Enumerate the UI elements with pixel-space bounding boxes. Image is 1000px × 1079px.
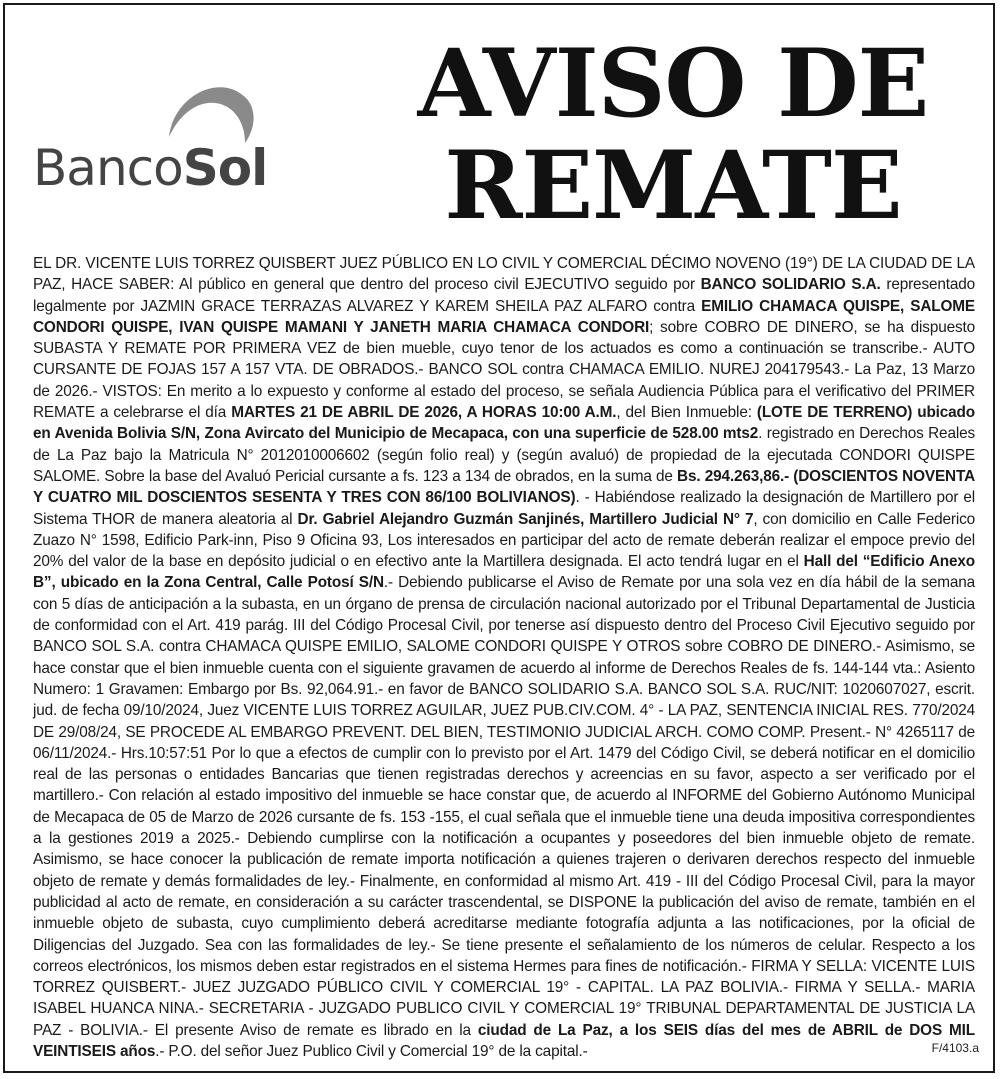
base-price: Bs. 294.263,86.- (DOSCIENTOS NOVENTA Y CUATRO MIL DOSCIENTOS SESENTA Y TRES CON 86/100 BOLIVIANOS)	[33, 467, 975, 507]
notice-frame	[3, 3, 995, 1073]
bancosol-logo	[33, 77, 273, 207]
logo-sol-text: Sol	[182, 139, 268, 197]
issue-date: ciudad de La Paz, a los SEIS días del mes de ABRIL de DOS MIL VEINTISEIS años	[33, 1021, 975, 1060]
body-text: , con domicilio en Calle Federico Zuazo N° 1598, Edificio Park-inn, Piso 9 Oficina 93, Los interesados en participar del acto de remate deberán realizar el empoce previo del 20% del valor de la base en depósito judicial o en efectivo ante la Martillera designada. El acto tendrá lugar en el	[33, 510, 975, 571]
auction-date: MARTES 21 DE ABRIL DE 2026, A HORAS 10:00 A.M.	[231, 404, 617, 422]
body-bold-text: EMILIO CHAMACA QUISPE, SALOME CONDORI QUISPE, IVAN QUISPE MAMANI Y JANETH MARIA CHAMACA CONDORI	[33, 297, 975, 336]
title-line-1: AVISO DE	[417, 29, 929, 139]
title-line-2: REMATE	[444, 131, 902, 241]
logo-banco-text: Banco	[33, 139, 183, 197]
auction-location: Hall del “Edificio Anexo B”, ubicado en la Zona Central, Calle Potosí S/N	[33, 553, 975, 592]
property-description: (LOTE DE TERRENO) ubicado en Avenida Bolivia S/N, Zona Avircato del Municipio de Mecapaca, con una superficie de 528.00 mts2	[33, 404, 976, 443]
body-text: , del Bien Inmueble:	[616, 404, 757, 422]
body-text: representado legalmente por JAZMIN GRACE TERRAZAS ALVAREZ Y KAREM SHEILA PAZ ALFARO contra	[33, 276, 975, 315]
auctioneer-name: Dr. Gabriel Alejandro Guzmán Sanjinés, Martillero Judicial N° 7	[297, 510, 754, 528]
logo-wordmark	[33, 139, 267, 197]
body-text: .- Debiendo publicarse el Aviso de Remate por una sola vez en día hábil de la semana con 5 días de anticipación a la subasta, en un órgano de prensa de circulación nacional autorizado por el Tribunal Departamental de Justicia de conformidad con el Art. 419 parág. III del Código Procesal Civil, por tenerse así dispuesto dentro del Proceso Civil Ejecutivo seguido por BANCO SOL S.A. contra CHAMACA QUISPE EMILIO, SALOME CONDORI QUISPE Y OTROS sobre COBRO DE DINERO.- Asimismo, se hace constar que el bien inmueble cuenta con el siguiente gravamen de acuerdo al informe de Derechos Reales de fs. 144-144 vta.: Asiento Numero: 1 Gravamen: Embargo por Bs. 92,064.91.- en favor de BANCO SOLIDARIO S.A. BANCO SOL S.A. RUC/NIT: 1020607027, escrit. jud. de fecha 09/10/2024, Juez VICENTE LUIS TORREZ AGUILAR, JUEZ PUB.CIV.COM. 4° - LA PAZ, SENTENCIA INICIAL RES. 770/2024 DE 29/08/24, SE PROCEDE AL EMBARGO PREVENT. DEL BIEN, TESTIMONIO JUDICIAL ARCH. COMO COMP. Present.- N° 4265117 de 06/11/2024.- Hrs.10:57:51 Por lo que a efectos de cumplir con lo previsto por el Art. 1479 del Código Civil, se deberá notificar en el domicilio real de las personas o entidades Bancarias que tienen registradas derechos y acreencias en su favor, aspecto a ser verificado por el martillero.- Con relación al estado impositivo del inmueble se hace constar que, de acuerdo al INFORME del Gobierno Autónomo Municipal de Mecapaca de 05 de Marzo de 2026 cursante de fs. 153 -155, el cual señala que el inmueble tiene una deuda impositiva correspondientes a la gestiones 2019 a 2025.- Debiendo cumplirse con la notificación a ocupantes y poseedores del bien inmueble objeto de remate. Asimismo, se hace conocer la publicación de remate importa notificación a quienes trajeren o derivaren derechos respecto del inmueble objeto de remate y demás formalidades de ley.- Finalmente, en conformidad al mismo Art. 419 - III del Código Procesal Civil, para la mayor publicidad al acto de remate, en consideración a su carácter trascendental, se DISPONE la publicación del aviso de remate, también en el inmueble objeto de subasta, cuyo cumplimiento deberá acreditarse mediante fotografía adjunta a las notificaciones, por la oficial de Diligencias del Juzgado. Sea con las formalidades de ley.- Se tiene presente el señalamiento de los números de celular. Respecto a los correos electrónicos, los mismos deben estar registrados en el sistema Hermes para fines de notificación.- FIRMA Y SELLA: VICENTE LUIS TORREZ QUISBERT.- JUEZ JUZGADO PÚBLICO CIVIL Y COMERCIAL 19° - CAPITAL. LA PAZ BOLIVIA.- FIRMA Y SELLA.- MARIA ISABEL HUANCA NINA.- SECRETARIA - JUZGADO PUBLICO CIVIL Y COMERCIAL 19° TRIBUNAL DEPARTAMENTAL DE JUSTICIA LA PAZ - BOLIVIA.- El presente Aviso de remate es librado en la	[33, 574, 975, 1039]
body-text: .- P.O. del señor Juez Publico Civil y Comercial 19° de la capital.-	[155, 1042, 588, 1060]
reference-code: F/4103.a	[931, 1041, 979, 1055]
notice-title	[393, 29, 953, 241]
body-text: . registrado en Derechos Reales de La Paz bajo la Matricula N° 2012010006602 (según folio real) y (según avaluó) de propiedad de la ejecutada CONDORI QUISPE SALOME. Sobre la base del Avaluó Pericial cursante a fs. 123 a 134 de obrados, en la suma de	[33, 425, 975, 485]
body-text: . - Habiéndose realizado la designación de Martillero por el Sistema THOR de manera aleatoria al	[33, 489, 975, 528]
body-bold-text: BANCO SOLIDARIO S.A.	[700, 276, 881, 294]
body-text: EL DR. VICENTE LUIS TORREZ QUISBERT JUEZ PÚBLICO EN LO CIVIL Y COMERCIAL DÉCIMO NOVENO (19°) DE LA CIUDAD DE LA PAZ, HACE SABER: Al público en general que dentro del proceso civil EJECUTIVO seguido por	[33, 255, 975, 294]
body-text: ; sobre COBRO DE DINERO, se ha dispuesto SUBASTA Y REMATE POR PRIMERA VEZ de bien mueble, cuyo tenor de los actuados es como a continuación se transcribe.- AUTO CURSANTE DE FOJAS 157 A 157 VTA. DE OBRADOS.- BANCO SOL contra CHAMACA EMILIO. NUREJ 204179543.- La Paz, 13 Marzo de 2026.- VISTOS: En merito a lo expuesto y conforme al estado del proceso, se señala Audiencia Pública para el verificativo del PRIMER REMATE a celebrarse el día	[33, 318, 975, 422]
notice-body	[33, 253, 975, 1062]
